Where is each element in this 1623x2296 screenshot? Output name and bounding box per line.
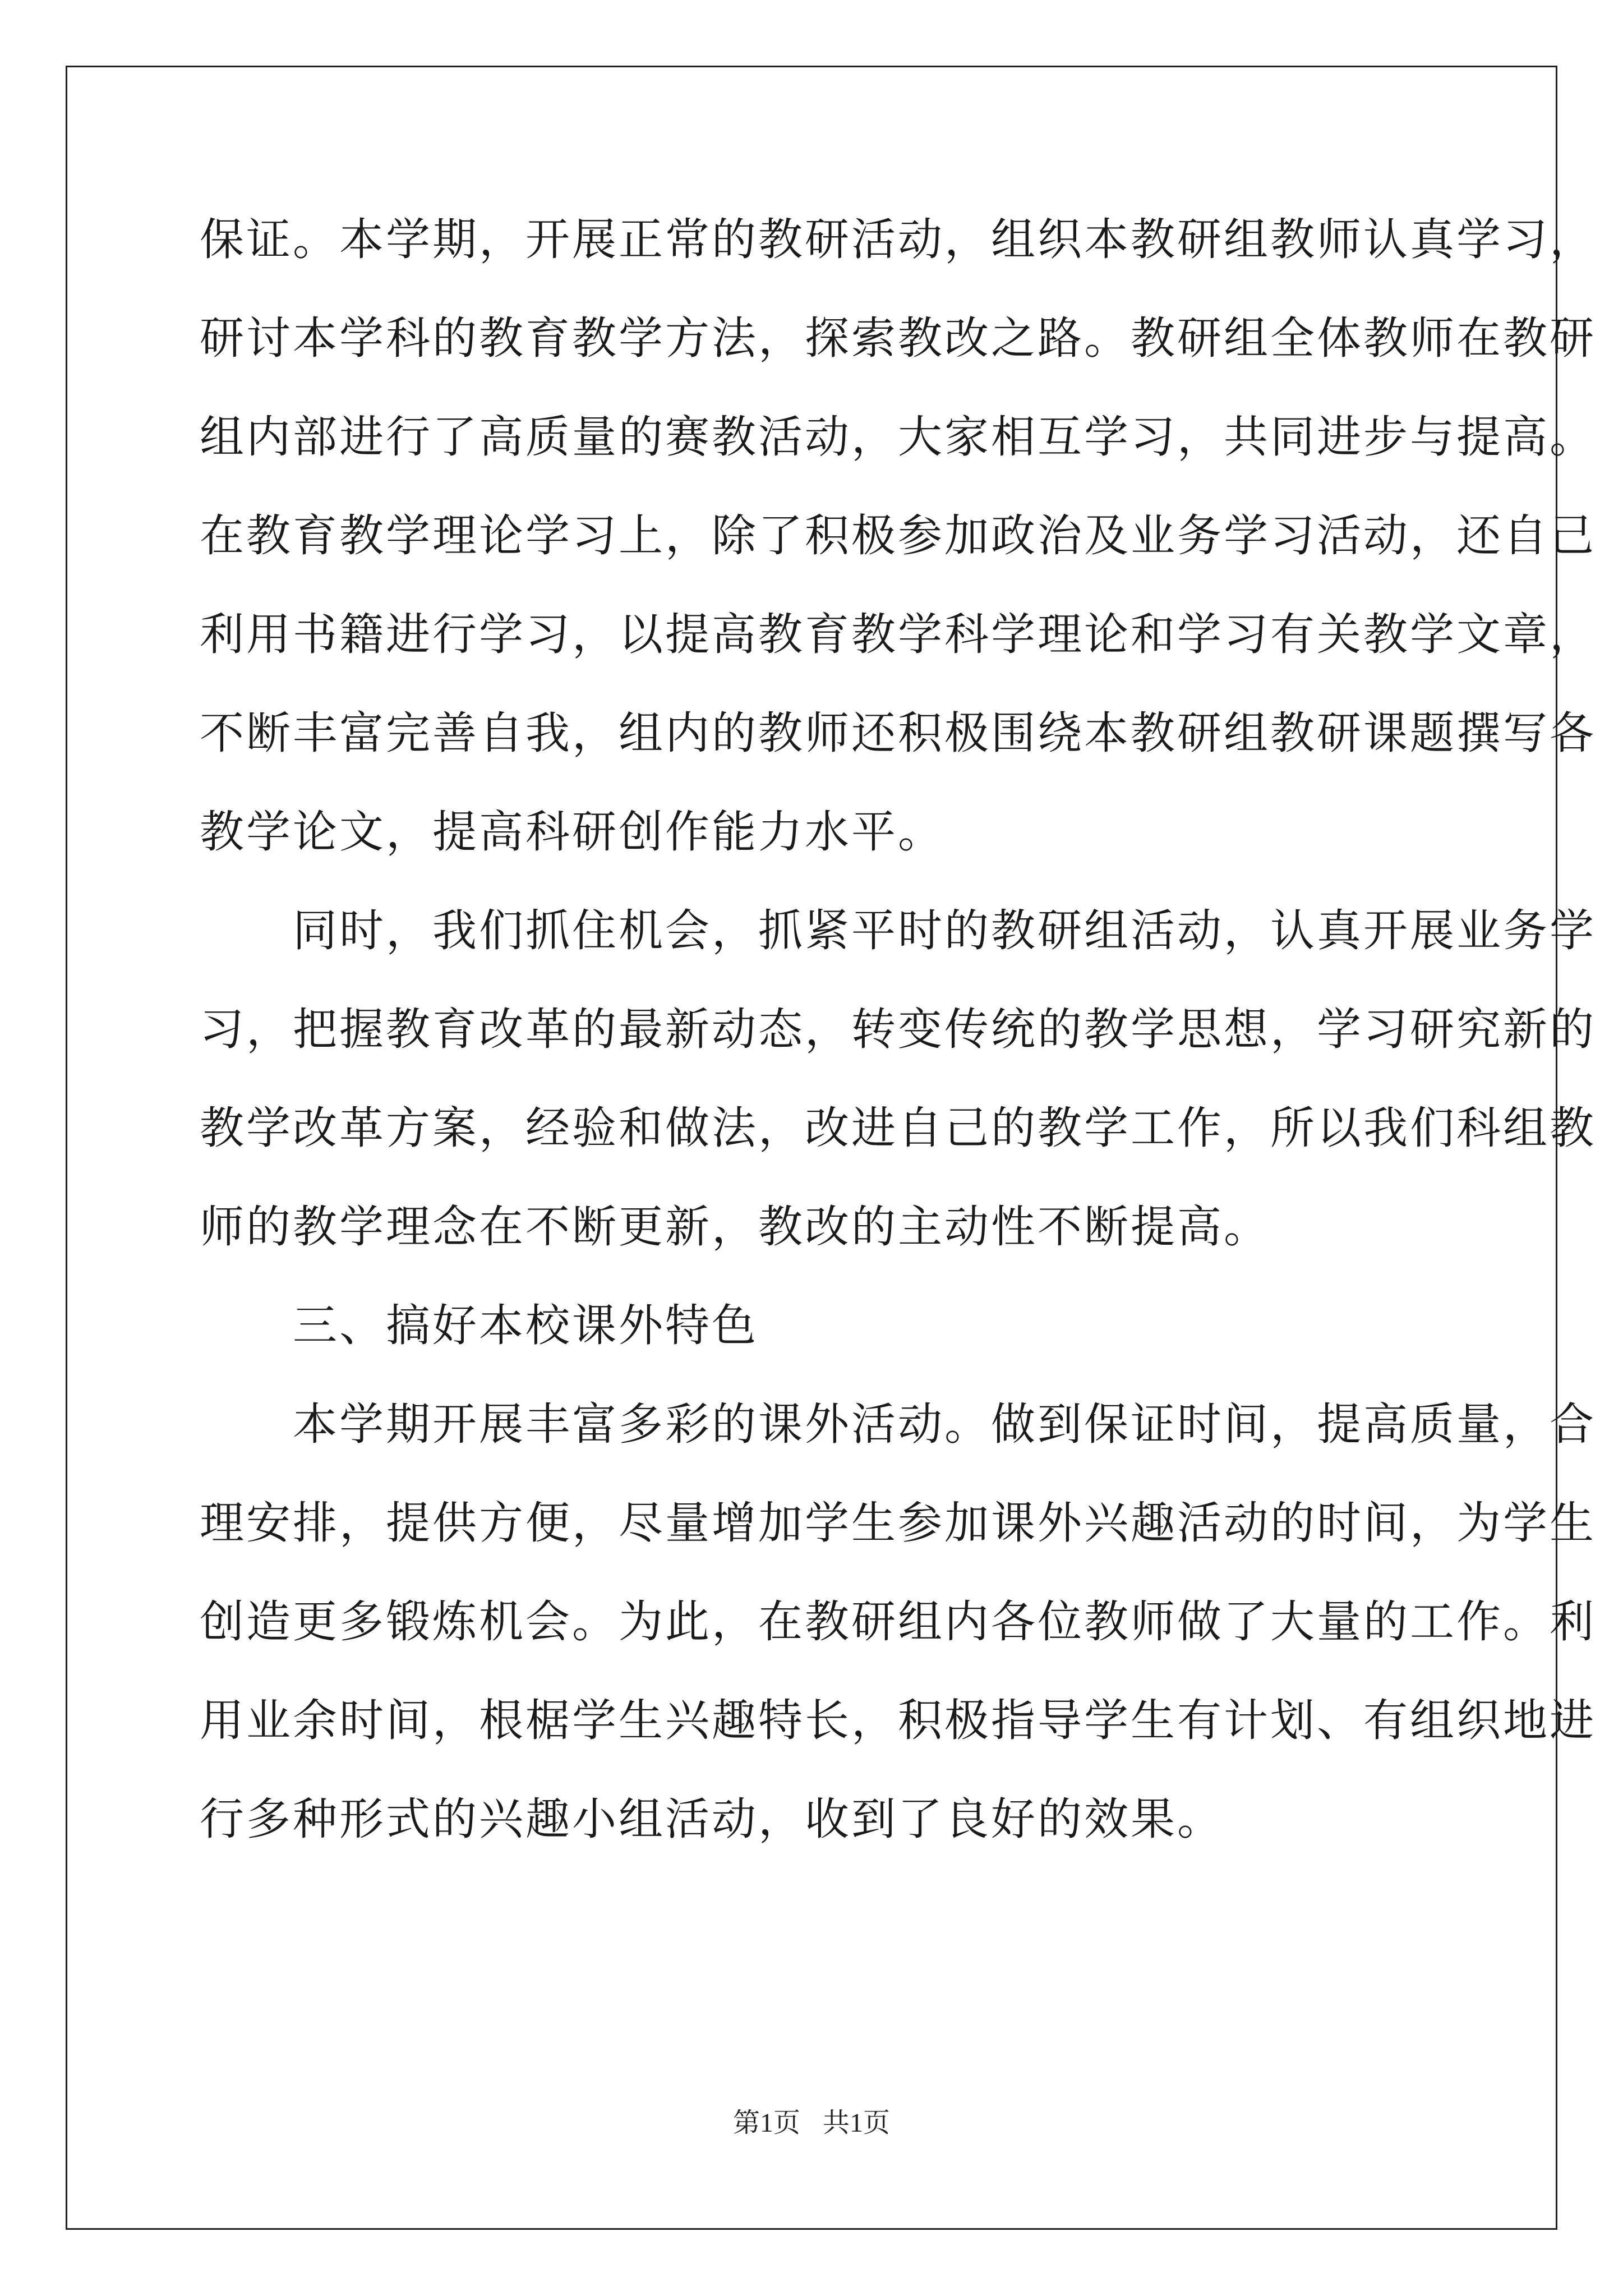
text-line: 利用书籍进行学习，以提高教育教学科学理论和学习有关教学文章， (200, 609, 1596, 660)
text-line: 教学论文，提高科研创作能力水平。 (200, 806, 944, 858)
text-line: 同时，我们抓住机会，抓紧平时的教研组活动，认真开展业务学 (200, 905, 1596, 956)
text-line: 本学期开展丰富多彩的课外活动。做到保证时间，提高质量，合 (200, 1398, 1596, 1450)
text-line: 在教育教学理论学习上，除了积极参加政治及业务学习活动，还自己 (200, 510, 1596, 562)
text-line: 创造更多锻炼机会。为此，在教研组内各位教师做了大量的工作。利 (200, 1596, 1596, 1648)
text-line: 研讨本学科的教育教学方法，探索教改之路。教研组全体教师在教研 (200, 312, 1596, 364)
text-line: 组内部进行了高质量的赛教活动，大家相互学习，共同进步与提高。 (200, 411, 1596, 463)
text-line: 理安排，提供方便，尽量增加学生参加课外兴趣活动的时间，为学生 (200, 1497, 1596, 1549)
text-line: 用业余时间，根椐学生兴趣特长，积极指导学生有计划、有组织地进 (200, 1695, 1596, 1746)
text-line: 习，把握教育改革的最新动态，转变传统的教学思想，学习研究新的 (200, 1004, 1596, 1055)
text-line: 行多种形式的兴趣小组活动，收到了良好的效果。 (200, 1793, 1224, 1845)
text-line: 不断丰富完善自我，组内的教师还积极围绕本教研组教研课题撰写各 (200, 707, 1596, 759)
section-heading: 三、搞好本校课外特色 (200, 1300, 758, 1351)
page-number-current: 第1页 (732, 2108, 800, 2138)
page-number-total: 共1页 (823, 2108, 891, 2138)
text-line: 师的教学理念在不断更新，教改的主动性不断提高。 (200, 1201, 1270, 1253)
page-footer (0, 2106, 1623, 2140)
text-line: 教学改革方案，经验和做法，改进自己的教学工作，所以我们科组教 (200, 1102, 1596, 1154)
text-line: 保证。本学期，开展正常的教研活动，组织本教研组教师认真学习， (200, 214, 1596, 265)
